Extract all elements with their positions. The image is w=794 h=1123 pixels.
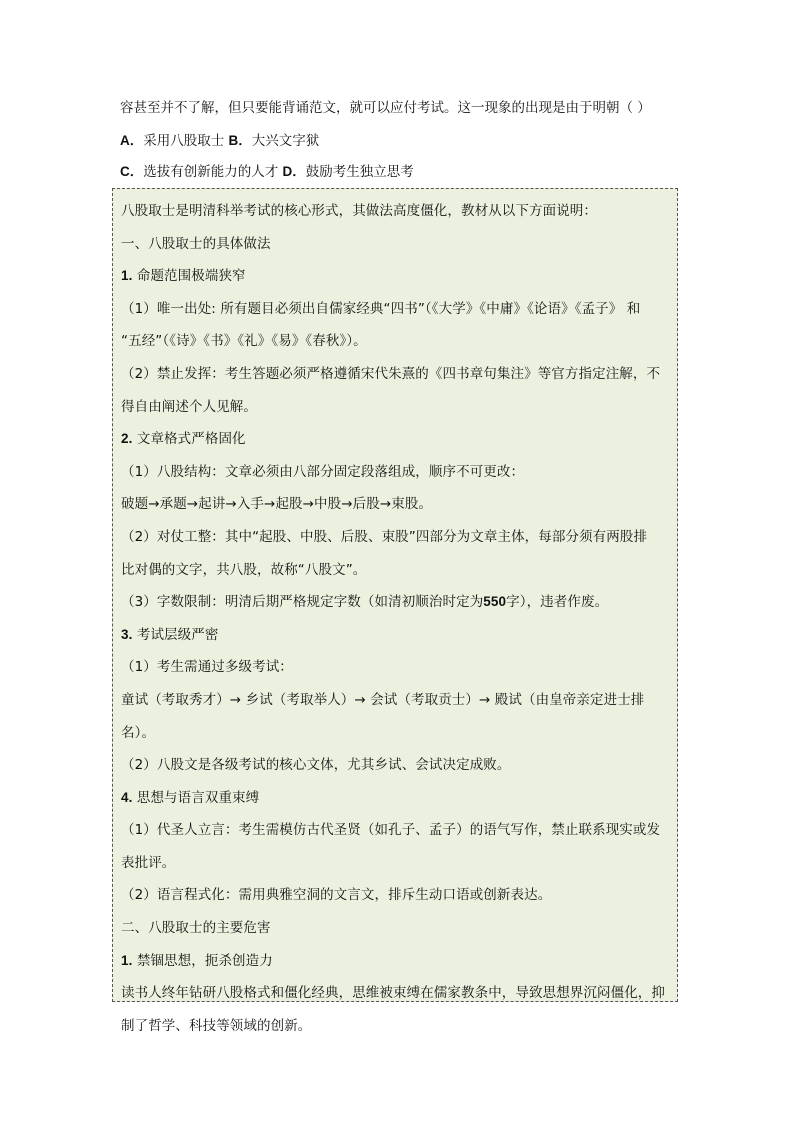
analysis-intro: 八股取士是明清科举考试的核心形式，其做法高度僵化，教材从以下方面说明： <box>121 203 597 219</box>
s2-point3-number: 550 <box>483 594 507 610</box>
options-row-2 <box>120 156 680 187</box>
option-a-text: 采用八股取士 <box>143 133 229 149</box>
harm-1-title: 禁锢思想，扼杀创造力 <box>132 952 273 969</box>
section-4-heading <box>121 782 669 815</box>
s2-point1: （1）八股结构：文章必须由八部分固定段落组成，顺序不可更改： <box>121 463 525 480</box>
section-3-heading <box>121 619 669 652</box>
harm-1-heading <box>121 945 669 978</box>
question-block <box>120 98 680 187</box>
section-3-title: 考试层级严密 <box>132 626 219 643</box>
s2-point3-text-a: （3）字数限制：明清后期严格规定字数（如清初顺治时定为 <box>121 594 484 611</box>
s2-point3-text-b: 字），违者作废。 <box>506 594 609 611</box>
section-3-number: 3. <box>121 626 133 642</box>
part1-title: 一、八股取士的具体做法 <box>121 235 271 252</box>
option-b-key: B． <box>228 133 252 148</box>
options-row-1 <box>120 125 680 156</box>
option-d-text: 鼓励考生独立思考 <box>305 164 414 180</box>
s3-sequence-line2: 名）。 <box>121 724 156 741</box>
s1-point1-line2: “五经”（《诗》《书》《礼》《易》《春秋》）。 <box>121 333 367 350</box>
s2-point2-line1: （2）对仗工整：其中“起股、中股、后股、束股”四部分为文章主体，每部分须有两股排 <box>121 528 648 545</box>
s1-point2-line1: （2）禁止发挥：考生答题必须严格遵循宋代朱熹的《四书章句集注》等官方指定注解，不 <box>121 365 661 382</box>
option-c-text: 选拔有创新能力的人才 <box>143 164 283 180</box>
harm-1-line1: 读书人终年钻研八股格式和僵化经典，思维被束缚在儒家教条中，导致思想界沉闷僵化，抑 <box>121 985 665 1002</box>
section-2-number: 2. <box>121 431 133 447</box>
s4-point1-line2: 表批评。 <box>121 854 176 871</box>
section-1-number: 1. <box>121 268 133 284</box>
harm-1-number: 1. <box>121 952 133 968</box>
section-1-heading <box>121 260 669 293</box>
s2-point3 <box>121 586 669 619</box>
s1-point1-line1: （1）唯一出处: 所有题目必须出自儒家经典“四书”（《大学》《中庸》《论语》《孟子》 和 <box>121 300 641 317</box>
s3-sequence-line1: 童试（考取秀才）→ 乡试（考取举人）→ 会试（考取贡士）→ 殿试（由皇帝亲定进士排 <box>121 691 645 708</box>
option-c-key: C． <box>120 164 144 179</box>
analysis-box <box>112 188 678 1034</box>
harm-1-line2: 制了哲学、科技等领域的创新。 <box>121 1017 312 1034</box>
part2-title: 二、八股取士的主要危害 <box>121 920 271 937</box>
question-stem: 容甚至并不了解，但只要能背诵范文，就可以应付考试。这一现象的出现是由于明朝（ ） <box>120 100 651 116</box>
s3-point1: （1）考生需通过多级考试： <box>121 659 293 676</box>
option-a-key: A． <box>120 133 144 148</box>
s2-sequence: 破题→承题→起讲→入手→起股→中股→后股→束股。 <box>121 496 433 513</box>
s2-point2-line2: 比对偶的文字，共八股，故称“八股文”。 <box>121 561 367 578</box>
s3-point2: （2）八股文是各级考试的核心文体，尤其乡试、会试决定成败。 <box>121 757 511 774</box>
s4-point2: （2）语言程式化：需用典雅空洞的文言文，排斥生动口语或创新表达。 <box>121 887 552 904</box>
section-2-title: 文章格式严格固化 <box>132 431 246 448</box>
section-4-number: 4. <box>121 789 133 805</box>
s4-point1-line1: （1）代圣人立言：考生需模仿古代圣贤（如孔子、孟子）的语气写作，禁止联系现实或发 <box>121 822 661 839</box>
s1-point2-line2: 得自由阐述个人见解。 <box>121 398 257 415</box>
option-d-key: D． <box>282 164 306 179</box>
option-b-text: 大兴文字狱 <box>251 133 320 149</box>
section-2-heading <box>121 423 669 456</box>
section-1-title: 命题范围极端狭窄 <box>132 268 246 285</box>
section-4-title: 思想与语言双重束缚 <box>132 789 260 806</box>
